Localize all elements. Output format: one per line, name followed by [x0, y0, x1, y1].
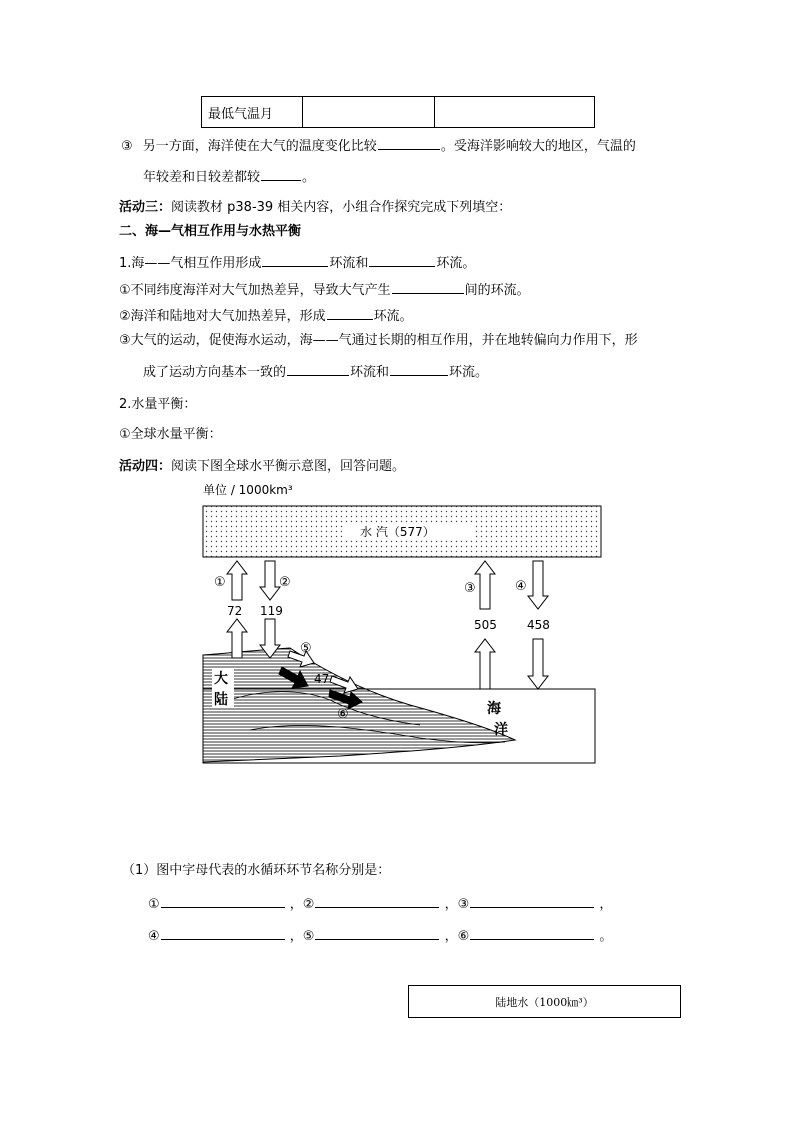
item1-text-c: 环流。 — [436, 256, 476, 271]
para3-text-b: 。受海洋影响较大的地区，气温的 — [440, 139, 636, 154]
question-row-2 — [148, 927, 612, 943]
answer-marker: ④ — [148, 929, 160, 944]
arrow-down-2-upper — [260, 561, 280, 600]
activity4-title: 活动四： — [119, 459, 172, 474]
para3-text-c: 年较差和日较差都较 — [143, 170, 261, 185]
arrow-down-4-upper — [528, 561, 548, 609]
item1-1-text-a: ①不同纬度海洋对大气加热差异，导致大气产生 — [119, 283, 391, 298]
item1-2-text-b: 环流。 — [373, 309, 413, 324]
label-circle-2: ② — [279, 575, 291, 590]
item2-title: 2.水量平衡： — [119, 397, 197, 412]
ocean-label-1: 海 — [487, 701, 501, 717]
question-title: （1）图中字母代表的水循环环节名称分别是： — [122, 863, 391, 878]
para3-text-a: 另一方面，海洋使在大气的温度变化比较 — [142, 139, 377, 154]
land-label-1: 大 — [214, 671, 228, 687]
value-47: 47 — [314, 672, 330, 686]
vapor-label: 水 汽（577） — [360, 525, 435, 539]
answer-blank-6[interactable] — [470, 927, 594, 940]
answer-blank-3[interactable] — [470, 895, 594, 908]
answer-blank-5[interactable] — [315, 927, 439, 940]
activity3-title: 活动三： — [119, 200, 172, 215]
item1-3-text-b: 环流和 — [350, 365, 390, 380]
para3-marker: ③ — [121, 139, 133, 154]
land-water-box: 陆地水（1000㎞³） — [408, 985, 681, 1018]
land-label-2: 陆 — [214, 692, 228, 708]
activity3-text: 阅读教材 p38-39 相关内容，小组合作探究完成下列填空： — [171, 200, 512, 215]
value-505: 505 — [474, 618, 497, 632]
label-circle-3: ③ — [464, 581, 476, 596]
answer-marker: ， — [599, 897, 613, 912]
answer-marker: ① — [148, 897, 160, 912]
ocean-label-2: 洋 — [494, 722, 508, 738]
section2-title: 二、海—气相互作用与水热平衡 — [119, 224, 302, 239]
label-circle-5: ⑤ — [300, 641, 312, 656]
item1-3-text-c: 环流。 — [449, 365, 489, 380]
para3-text-d: 。 — [302, 170, 316, 185]
label-circle-6: ⑥ — [337, 707, 349, 722]
table-row-label: 最低气温月 — [202, 97, 303, 128]
label-circle-1: ① — [214, 575, 226, 590]
value-72: 72 — [227, 604, 243, 618]
answer-blank-2[interactable] — [315, 895, 439, 908]
value-458: 458 — [527, 618, 550, 632]
answer-marker: ，③ — [444, 897, 470, 912]
arrow-up-3-lower — [475, 639, 495, 689]
item1-3-text-a: 成了运动方向基本一致的 — [143, 365, 287, 380]
answer-marker: 。 — [599, 929, 613, 944]
item1-text-a: 1.海——气相互作用形成 — [119, 256, 262, 271]
label-circle-4: ④ — [515, 579, 527, 594]
answer-marker: ，② — [289, 897, 315, 912]
item1-1-text-b: 间的环流。 — [464, 283, 530, 298]
answer-marker: ，⑤ — [289, 929, 315, 944]
answer-marker: ，⑥ — [444, 929, 470, 944]
answer-blank-1[interactable] — [161, 895, 285, 908]
arrow-down-4-lower — [528, 639, 548, 689]
answer-blank-4[interactable] — [161, 927, 285, 940]
question-row-1 — [148, 895, 612, 911]
value-119: 119 — [260, 604, 283, 618]
activity4-text: 阅读下图全球水平衡示意图，回答问题。 — [171, 459, 406, 474]
item2-sub1: ①全球水量平衡： — [119, 427, 222, 442]
item1-text-b: 环流和 — [329, 256, 369, 271]
item1-3-line1: ③大气的运动，促使海水运动，海——气通过长期的相互作用，并在地转偏向力作用下，形 — [119, 333, 638, 348]
diagram-unit: 单位 / 1000km³ — [203, 483, 293, 497]
arrow-up-1-upper — [227, 561, 247, 600]
arrow-up-3-upper — [475, 561, 495, 609]
item1-2-text-a: ②海洋和陆地对大气加热差异，形成 — [119, 309, 326, 324]
